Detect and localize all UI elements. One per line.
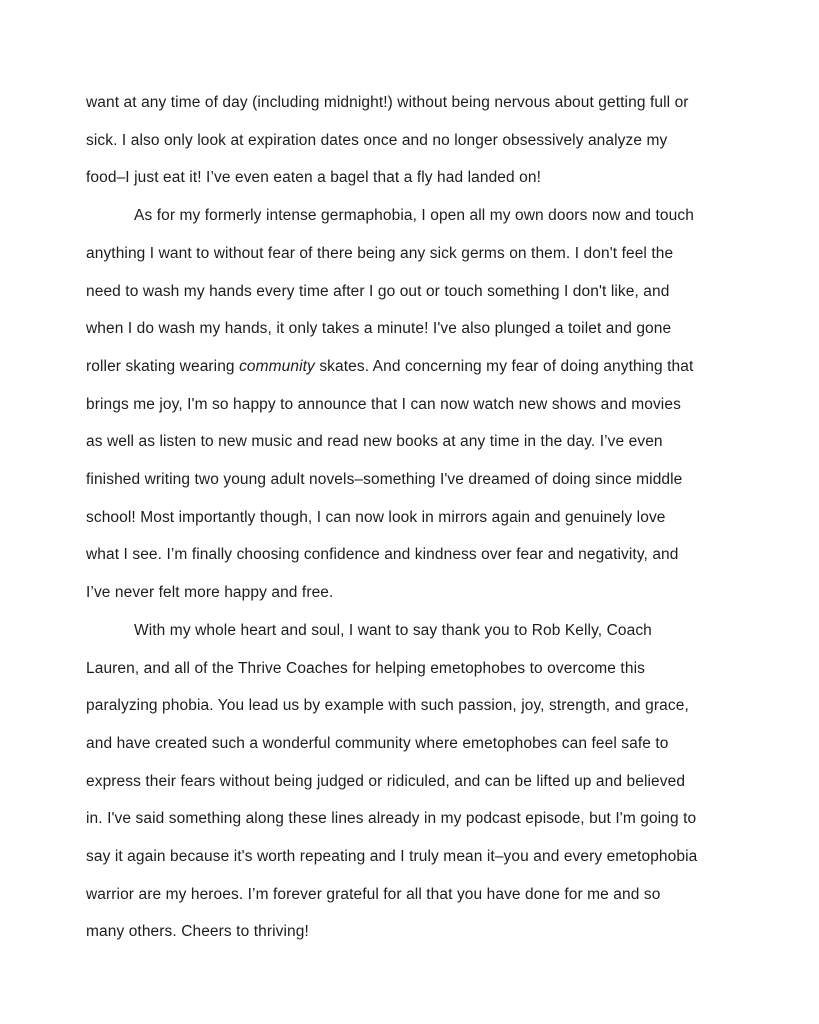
text-segment: With my whole heart and soul, I want to say thank you to Rob Kelly, Coach [134, 621, 652, 639]
text-line [86, 763, 786, 801]
text-line [86, 687, 786, 725]
italic-text-segment: community [239, 357, 315, 375]
text-line [86, 612, 786, 650]
text-line [86, 197, 786, 235]
text-segment: Lauren, and all of the Thrive Coaches for helping emetophobes to overcome this [86, 659, 645, 677]
text-line [86, 913, 786, 951]
text-line [86, 499, 786, 537]
text-line [86, 348, 786, 386]
text-line [86, 235, 786, 273]
text-line [86, 461, 786, 499]
text-line [86, 876, 786, 914]
text-line [86, 800, 786, 838]
text-segment: when I do wash my hands, it only takes a minute! I've also plunged a toilet and gone [86, 320, 672, 338]
text-segment: say it again because it's worth repeating and I truly mean it–you and every emetophobia [86, 848, 698, 866]
text-segment: I’ve never felt more happy and free. [86, 584, 334, 602]
document-body-text [86, 84, 786, 951]
text-segment: roller skating wearing [86, 357, 240, 375]
text-segment: sick. I also only look at expiration dates once and no longer obsessively analyze my [86, 131, 668, 149]
text-line [86, 159, 786, 197]
text-line [86, 310, 786, 348]
text-segment: skates. And concerning my fear of doing anything that [314, 357, 694, 375]
text-segment: want at any time of day (including midnight!) without being nervous about getting full or [86, 94, 689, 111]
text-segment: warrior are my heroes. I’m forever grateful for all that you have done for me and so [86, 885, 661, 903]
text-segment: anything I want to without fear of there being any sick germs on them. I don't feel the [86, 244, 674, 262]
text-segment: food–I just eat it! I’ve even eaten a bagel that a fly had landed on! [86, 169, 541, 187]
paragraph [86, 612, 786, 951]
text-segment: in. I've said something along these lines already in my podcast episode, but I'm going to [86, 810, 697, 828]
text-line [86, 84, 786, 122]
text-segment: as well as listen to new music and read new books at any time in the day. I’ve even [86, 433, 663, 451]
text-line [86, 386, 786, 424]
text-segment: express their fears without being judged or ridiculed, and can be lifted up and believed [86, 772, 686, 790]
text-line [86, 423, 786, 461]
text-segment: As for my formerly intense germaphobia, I open all my own doors now and touch [134, 207, 694, 225]
text-segment: brings me joy, I'm so happy to announce that I can now watch new shows and movies [86, 395, 681, 413]
text-segment: and have created such a wonderful community where emetophobes can feel safe to [86, 734, 669, 752]
paragraph [86, 197, 786, 612]
text-line [86, 122, 786, 160]
text-line [86, 273, 786, 311]
text-segment: finished writing two young adult novels–something I've dreamed of doing since middle [86, 471, 683, 489]
text-line [86, 650, 786, 688]
text-segment: paralyzing phobia. You lead us by example with such passion, joy, strength, and grace, [86, 697, 689, 715]
paragraph [86, 84, 786, 197]
text-line [86, 725, 786, 763]
text-segment: need to wash my hands every time after I go out or touch something I don't like, and [86, 282, 670, 300]
text-segment: what I see. I’m finally choosing confidence and kindness over fear and negativity, and [86, 546, 679, 564]
text-line [86, 536, 786, 574]
text-segment: school! Most importantly though, I can now look in mirrors again and genuinely love [86, 508, 666, 526]
text-line [86, 838, 786, 876]
text-segment: many others. Cheers to thriving! [86, 923, 309, 941]
text-line [86, 574, 786, 612]
